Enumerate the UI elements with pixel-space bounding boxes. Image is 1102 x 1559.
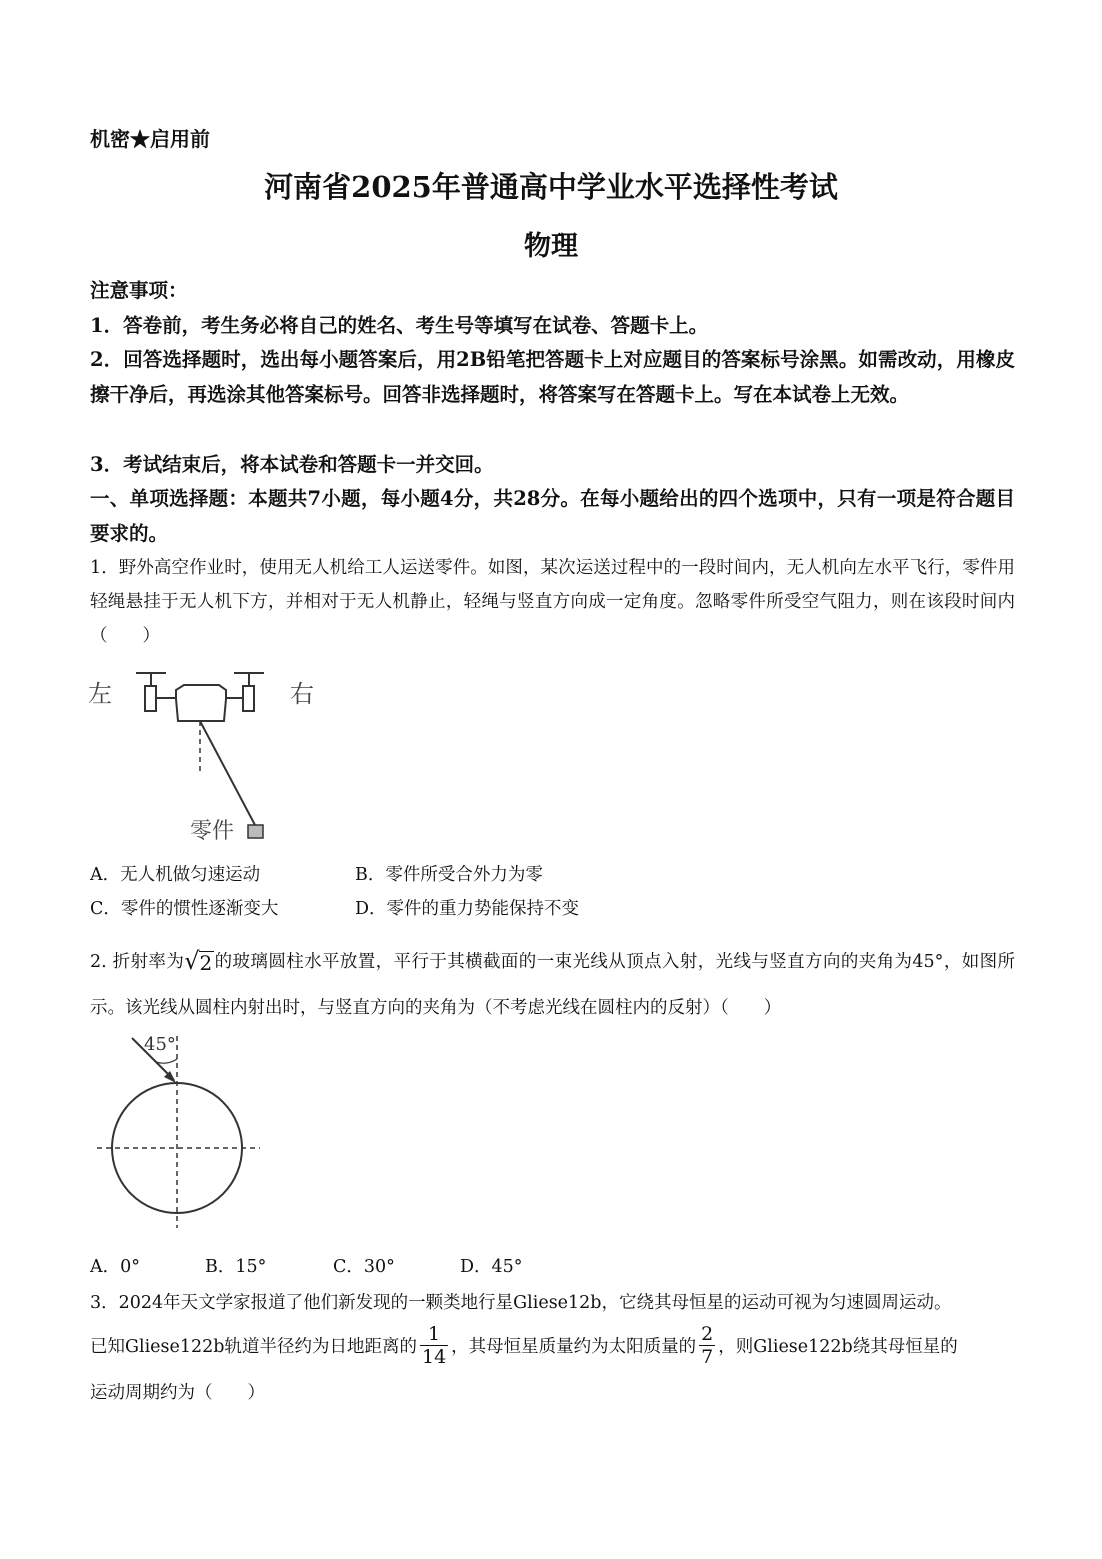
notice-heading: 注意事项： [90, 279, 188, 302]
drone-icon [136, 673, 264, 721]
fraction-1-numerator: 1 [428, 1323, 441, 1345]
q1-option-c: C．零件的惯性逐渐变大 [90, 899, 279, 919]
q1-option-a: A．无人机做匀速运动 [90, 865, 261, 885]
part-icon [248, 825, 263, 838]
fraction-1 [420, 1323, 448, 1368]
rope-line [200, 721, 255, 825]
confidential-mark: 机密★启用前 [90, 127, 210, 151]
q2-stem-part1: 2. 折射率为 [90, 952, 185, 972]
section1-heading: 一、单项选择题：本题共7小题，每小题4分，共28分。在每小题给出的四个选项中，只有一项是符合题目要求的。 [90, 487, 1015, 545]
notice-item-1: 1．答卷前，考生务必将自己的姓名、考生号等填写在试卷、答题卡上。 [90, 314, 709, 337]
q2-option-a: A．0° [90, 1257, 141, 1277]
fraction-1-denominator: 14 [421, 1346, 447, 1368]
fraction-2-numerator: 2 [701, 1323, 714, 1345]
notice-item-2: 2．回答选择题时，选出每小题答案后，用2B铅笔把答题卡上对应题目的答案标号涂黑。如需改动，用橡皮擦干净后，再选涂其他答案标号。回答非选择题时，将答案写在答题卡上。写在本试卷上无效。 [90, 348, 1015, 406]
part-label: 零件 [190, 819, 235, 844]
q3-line2-part1: 已知Gliese122b轨道半径约为日地距离的 [90, 1337, 417, 1357]
subject-title: 物理 [524, 231, 578, 262]
sqrt-symbol: √ 2 [184, 947, 213, 975]
q3-line2-part2: ，其母恒星质量约为太阳质量的 [451, 1337, 697, 1357]
exam-title: 河南省2025年普通高中学业水平选择性考试 [264, 170, 838, 204]
sqrt-value: 2 [199, 951, 213, 975]
angle-arc [156, 1059, 177, 1063]
fraction-2 [699, 1323, 715, 1368]
angle-label: 45° [144, 1034, 176, 1055]
q3-line-1: 3．2024年天文学家报道了他们新发现的一颗类地行星Gliese12b，它绕其母恒星的运动可视为匀速圆周运动。 [90, 1293, 952, 1313]
drone-figure [86, 665, 326, 845]
q2-option-b: B．15° [205, 1257, 267, 1277]
cylinder-figure [92, 1028, 272, 1233]
q2-option-d: D．45° [460, 1257, 523, 1277]
q1-option-d: D．零件的重力势能保持不变 [355, 899, 580, 919]
question-2-stem [90, 939, 1015, 1031]
question-1-stem: 1．野外高空作业时，使用无人机给工人运送零件。如图，某次运送过程中的一段时间内，无人机向左水平飞行，零件用轻绳悬挂于无人机下方，并相对于无人机静止，轻绳与竖直方向成一定角度。忽略零件所受空气阻力，则在该段时间内（ ） [90, 558, 1015, 646]
q2-option-c: C．30° [333, 1257, 395, 1277]
q2-stem-part2: 的玻璃圆柱水平放置，平行于其横截面的一束光线从顶点入射，光线与竖直方向的夹角为45°，如图所示。该光线从圆柱内射出时，与竖直方向的夹角为（不考虑光线在圆柱内的反射）（ ） [90, 952, 1015, 1018]
right-label: 右 [290, 680, 314, 708]
q3-line-2 [90, 1325, 1015, 1370]
notice-item-3: 3．考试结束后，将本试卷和答题卡一并交回。 [90, 453, 494, 476]
q1-option-b: B．零件所受合外力为零 [355, 865, 543, 885]
q3-line-3: 运动周期约为（ ） [90, 1383, 265, 1403]
left-label: 左 [88, 680, 112, 708]
fraction-2-denominator: 7 [701, 1346, 714, 1368]
q3-line2-part3: ，则Gliese122b绕其母恒星的 [718, 1337, 958, 1357]
